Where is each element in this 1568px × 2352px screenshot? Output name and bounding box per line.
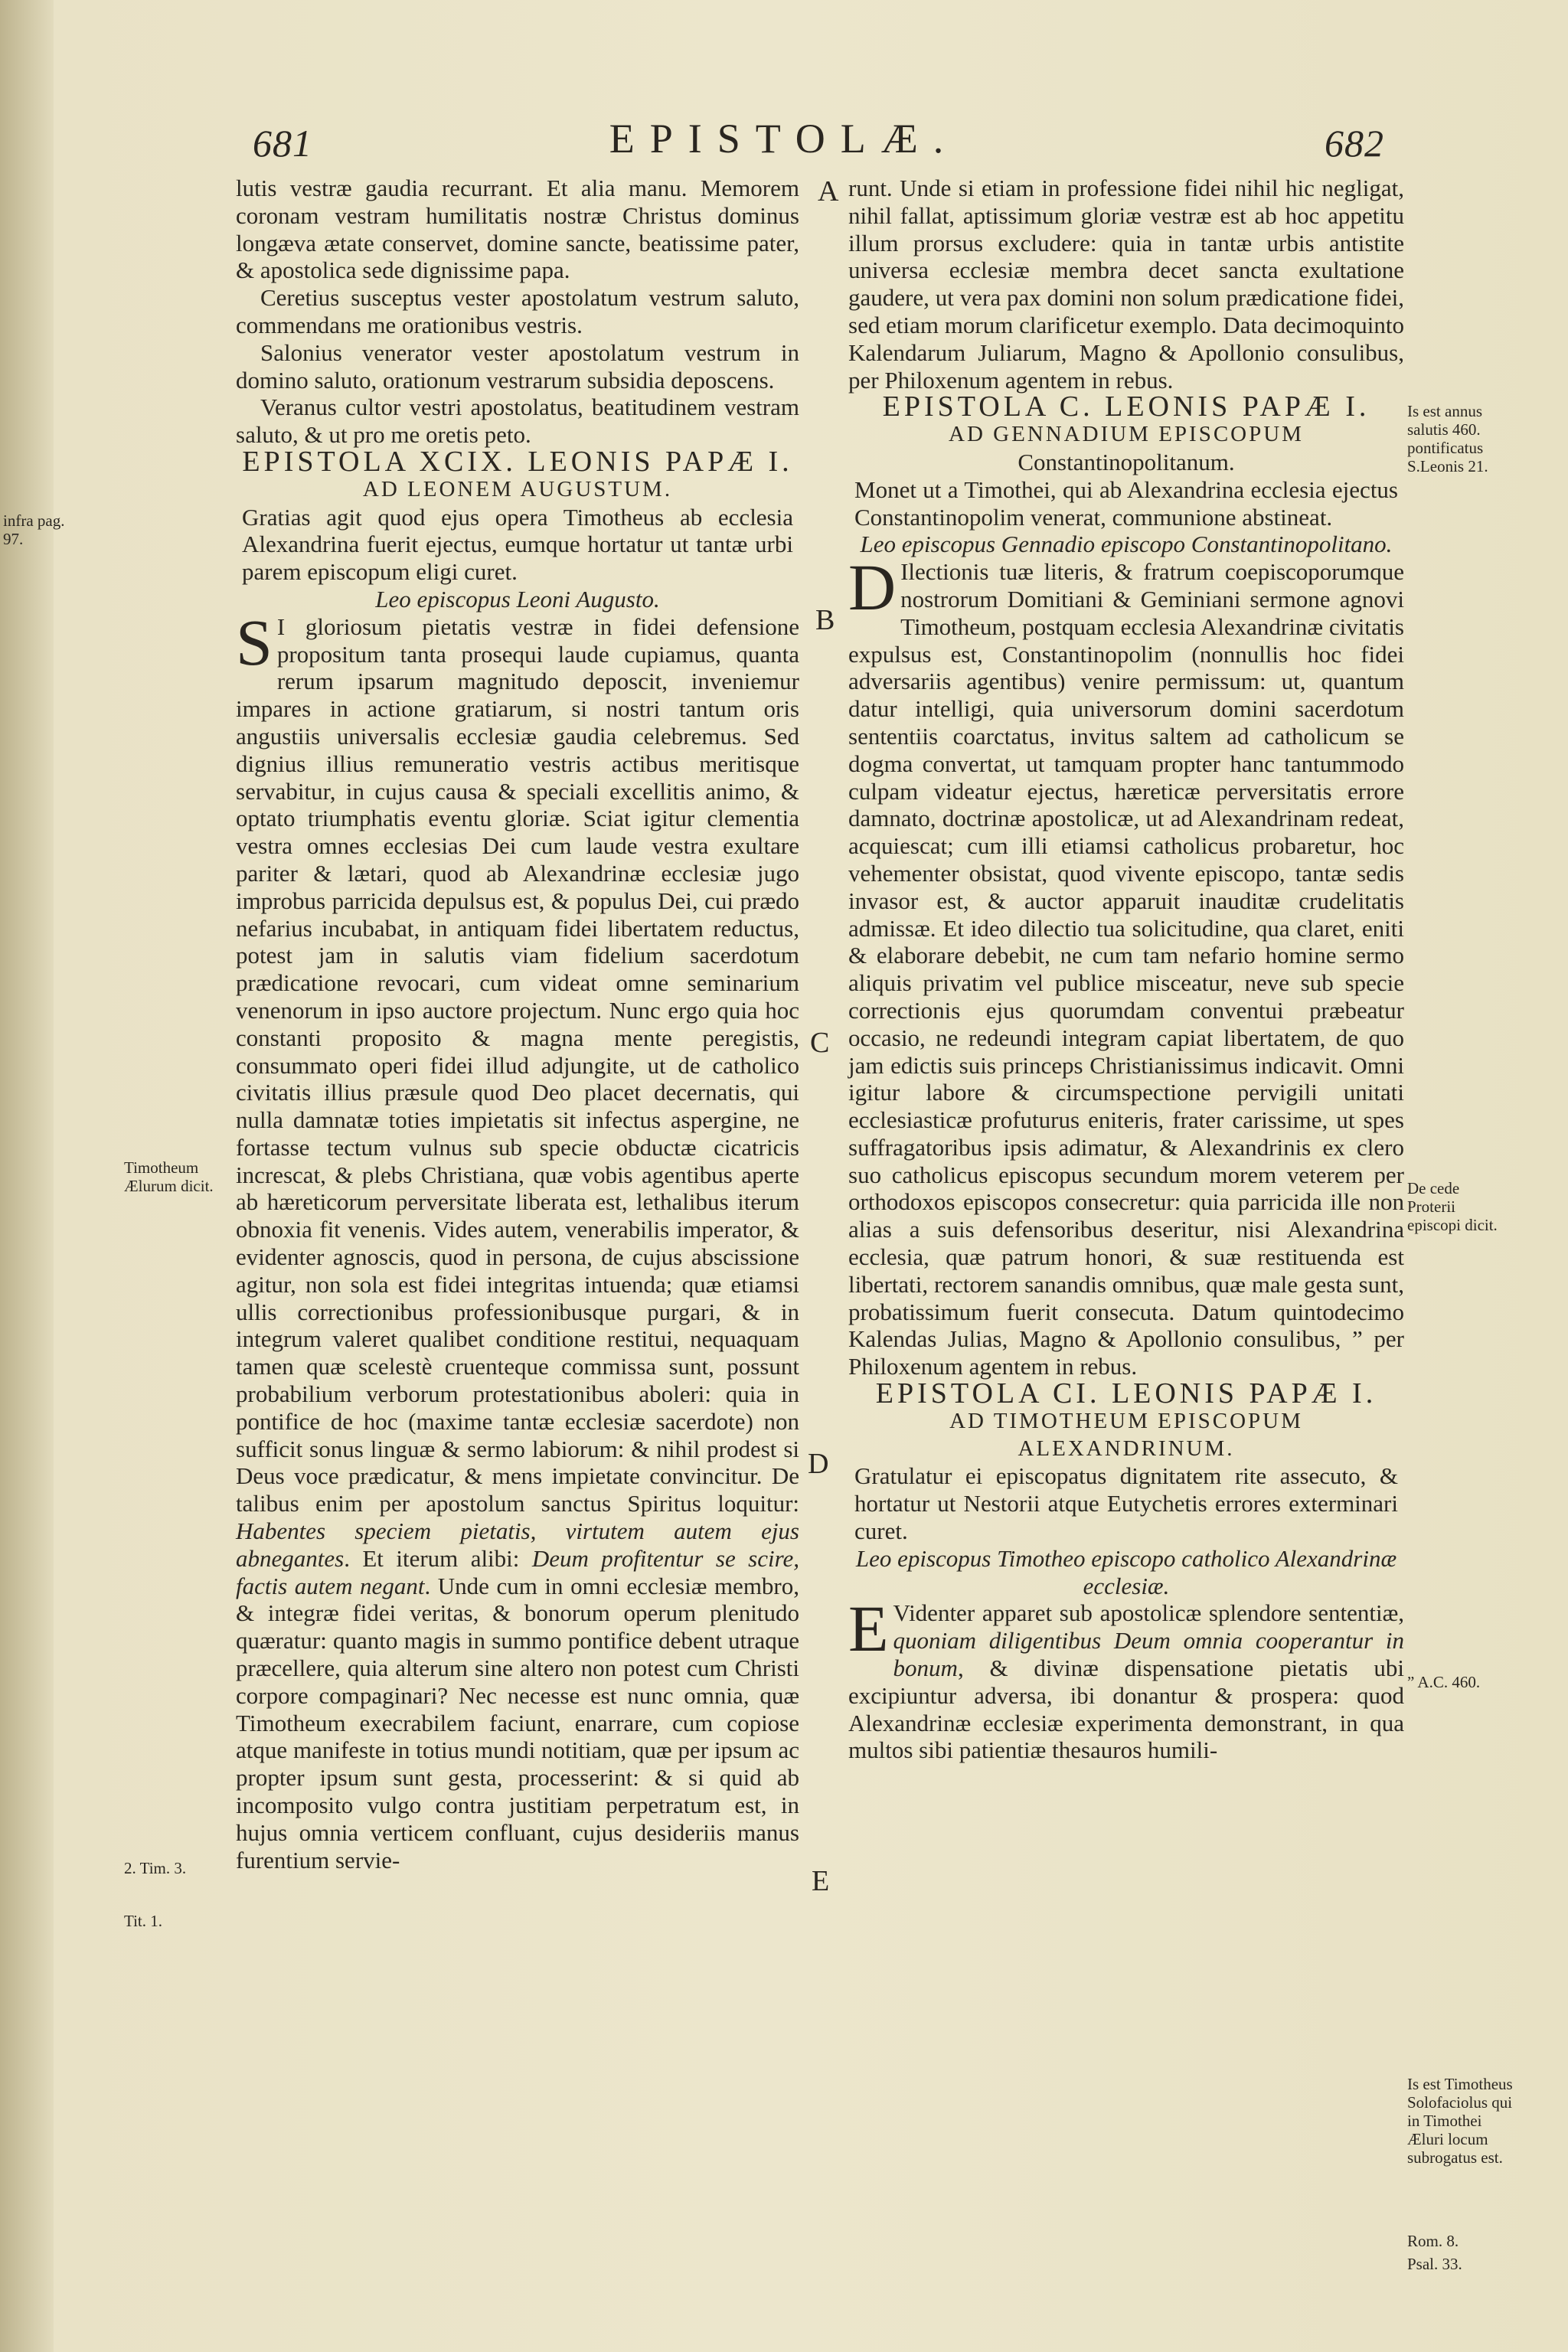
body-text: Ilectionis tuæ literis, & fratrum coepiscoporumque nostrorum Domitiani & Geminiani sermone agnovi Timotheum, postquam ecclesia Alexandrinæ civitatis expulsus est, Constantinopolim (nonnullis hoc fidei adversariis agentibus) venire permissum: ut, quantum datur intelligi, quia universorum domini sacerdotum sententiis coarctatus, invitus saltem ad catholicum se dogma convertat, ut tamquam propter hanc tantummodo culpam videatur ejectus, hæreticæ perversitatis errore damnato, doctrinæ apostolicæ, ut ad Alexandrinam redeat, acquiescat; cum illi etiamsi catholicus probaretur, hoc vehementer obsistat, quod vivente episcopo, tantæ sedis invasor est, & auctor apparuit inauditæ crudelitatis admissæ. Et ideo dilectio tua solicitudine, qua claret, eniti & elaborare debebit, ne cum tam nefario homine sermo aliquis privatim vel publice misceatur, neve sub specie correctionis ejus quorumdam conventui præbeatur occasio, ne redeundi integram capiat libertatem, de quo jam edictis suis princeps Christianissimus indicavit. Omni igitur labore & circumspectione pervigili unitati ecclesiasticæ profuturus eniteris, frater carissime, ut spes suffragatoribus ipsis adimatur, & Alexandrinis ex clero suo catholicus episcopus secundum morem veterem per orthodoxos episcopos consecretur: quia parricida ille non alias a suis defensoribus deseritur, nisi Alexandrina ecclesia, quæ patrum honori, & suæ restituenda est libertati, rectorem sanandis omnibus, quæ male gesta sunt, probatissimum fuerit consecuta. Datum quintodecimo Kalendas Julias, Magno & Apollonio consulibus, ” per Philoxenum agentem in rebus. (848, 558, 1404, 1380)
epistle-99-body (236, 605, 800, 1874)
margin-note-infra-pag: infra pag. 97. (3, 511, 65, 548)
margin-letter-b: B (815, 604, 835, 636)
margin-note-tim-ref: 2. Tim. 3. (124, 1859, 187, 1877)
epistle-99-title: EPISTOLA XCIX. LEONIS PAPÆ I. (242, 445, 793, 478)
scripture-quote: Deum profitentur se scire, factis autem negant (236, 1544, 799, 1599)
epistle-100-body (848, 550, 1404, 1380)
margin-letter-d: D (808, 1448, 829, 1480)
margin-note-timotheus-solofaciolus: Is est Timotheus Solofaciolus qui in Timothei Æluri locum subrogatus est. (1407, 2075, 1513, 2167)
margin-note-timotheum: Timotheum Ælurum dicit. (124, 1158, 214, 1195)
closing-ceretius: Ceretius susceptus vester apostolatum vestrum saluto, commendans me orationibus vestris. (236, 284, 799, 338)
margin-note-tit-ref: Tit. 1. (124, 1912, 163, 1930)
drop-cap: D (848, 550, 897, 625)
margin-letter-a: A (818, 175, 839, 207)
page-number-left: 681 (253, 122, 312, 165)
page-gutter-shadow (0, 0, 54, 2352)
epistle-101-salutation: Leo episcopus Timotheo episcopo catholico Alexandrinæ ecclesiæ. (855, 1544, 1397, 1599)
epistle-101-summary: Gratulatur ei episcopatus dignitatem rite assecuto, & hortatur ut Nestorii atque Eutychetis errores exterminari curet. (854, 1462, 1398, 1545)
left-column (236, 175, 799, 1873)
epistle-100-title: EPISTOLA C. LEONIS PAPÆ I. (882, 390, 1370, 423)
closing-salonius: Salonius venerator vester apostolatum vestrum in domino saluto, orationum vestrarum subsidia deposcens. (236, 338, 799, 394)
margin-note-de-cede: De cede Proterii episcopi dicit. (1407, 1179, 1498, 1234)
running-title: EPISTOLÆ. (609, 116, 959, 162)
body-text: . Unde cum in omni ecclesiæ membro, & integræ fidei veritas, & bonorum operum plenitudo quæratur: quanto magis in summo pontifice debent utraque præcellere, quia alterum sine altero non potest cum Christi corpore compaginari? Nec necesse est nunc omnia, quæ Timotheum execrabilem faciunt, enarrare, cum copiose atque manifeste in totius mundi notitiam, quæ per ipsum ac propter ipsum sunt gesta, processerint: & si quid ab incomposito vulgo contra justitiam perpetratum est, in hujus omnia verticem confluant, cujus desideriis manus furentium servie- (236, 1572, 800, 1873)
scripture-quote: quoniam diligentibus Deum omnia cooperantur in bonum (893, 1627, 1404, 1682)
closing-veranus: Veranus cultor vestri apostolatus, beatitudinem vestram saluto, & ut pro me oretis peto. (236, 394, 799, 449)
margin-note-psal-ref: Psal. 33. (1407, 2255, 1462, 2273)
epistle-99-salutation: Leo episcopus Leoni Augusto. (375, 585, 660, 612)
drop-cap: E (848, 1592, 889, 1666)
margin-letter-c: C (810, 1027, 830, 1059)
epistle-99-summary: Gratias agit quod ejus opera Timotheus ab ecclesia Alexandrina fuerit ejectus, eumque hortatur ut tantæ urbi parem episcopum eligi curet. (242, 503, 793, 586)
epistle-100-addressee: AD GENNADIUM EPISCOPUM (949, 422, 1304, 447)
margin-note-annus-460: Is est annus salutis 460. pontificatus S.Leonis 21. (1407, 402, 1488, 475)
body-text: , & divinæ dispensatione pietatis ubi excipiuntur adversa, ibi donantur & prospera: quod Alexandrinæ ecclesiæ experimenta demonstrant, in qua multos sibi patientiæ thesauros humili- (848, 1655, 1404, 1764)
epistle-100-summary: Monet ut a Timothei, qui ab Alexandrina ecclesia ejectus Constantinopolim venerat, communione abstineat. (854, 475, 1398, 531)
epistle-99-addressee: AD LEONEM AUGUSTUM. (362, 476, 673, 501)
body-text: I gloriosum pietatis vestræ in fidei defensione propositum tanta prosequi laude cupiamus, quanta rerum ipsarum magnitudo deposcit, inveniemur impares in actione gratiarum, si nostri tantum oris angustiis universalis ecclesiæ gaudia celebremus. Sed dignius illius remuneratio vestris actibus meritisque servabitur, in cujus causa & speciali excellitis animo, & optato triumphatis eventu gloriæ. Sciat igitur clementia vestra omnes ecclesias Dei cum laude vestra exultare pariter & lætari, quod ab Alexandrinæ ecclesiæ jugo improbus parricida depulsus est, & populus Dei, cui prædo nefarius incubabat, in antiquam fidei libertatem reductus, potest jam in salutis viam fidelium sacerdotum prædicatione revocari, cum videat omne seminarium venenorum in ipso auctore projectum. Nunc ergo quia hoc constanti proposito & magna mente peregistis, consummato operi fidei illud adjungite, ut de catholico civitatis illius præsule quod Deo placet decernatis, qui nulla damnatæ toties impietatis sit infectus aspergine, ne fortasse tectum vulnus sub specie obductæ cicatricis increscat, & plebs Christiana, quæ vobis agentibus aperte ab hæreticorum perversitate liberata est, lethalibus iterum obnoxia fit venenis. Vides autem, venerabilis imperator, & evidenter agnoscis, quod in persona, de cujus abscissione agitur, non sola est fidei integritas intuenda; quæ etiamsi ullis correctionibus professionibusque purgari, & in integrum valeret qualibet conditione restitui, nequaquam tamen quæ scelestè cruenteque commissa sunt, possunt probabilium verborum protestationibus aboleri: quia in pontifice de hoc (maxime tantæ ecclesiæ sacerdote) non sufficit sonus linguæ & sermo labiorum: & nihil prodest si Deus voce prædicatur, & mens impietate convincitur. De talibus enim per apostolum sanctus Spiritus loquitur: (236, 612, 799, 1517)
continuation-text: lutis vestræ gaudia recurrant. Et alia manu. Memorem coronam vestram humilitatis nostræ Christus dominus longæva ætate conservet, domine sancte, beatissime pater, & apostolica sede dignissime papa. (236, 175, 799, 284)
scripture-quote: Habentes speciem pietatis, virtutem autem ejus abnegantes (236, 1517, 799, 1572)
body-text: Videnter apparet sub apostolicæ splendore sententiæ, (893, 1599, 1404, 1627)
epistle-100-addressee-city: Constantinopolitanum. (1018, 448, 1235, 475)
drop-cap: S (236, 605, 273, 679)
margin-note-rom-ref: Rom. 8. (1407, 2232, 1459, 2250)
body-text: . Et iterum alibi: (344, 1544, 532, 1572)
epistle-101-addressee: AD TIMOTHEUM EPISCOPUM ALEXANDRINUM. (949, 1408, 1303, 1461)
right-column (848, 175, 1404, 1764)
continuation-text: runt. Unde si etiam in professione fidei nihil hic negligat, nihil fallat, aptissimum gloriæ vestræ est ab hoc appetitu illum prorsus excludere: quia in tantæ urbis antistite universa ecclesiæ membra decet sancta exultatione gaudere, ut vera pax domini non solum prædicatione fidei, sed etiam morum clarificetur exemplo. Data decimoquinto Kalendarum Juliarum, Magno & Apollonio consulibus, per Philoxenum agentem in rebus. (848, 175, 1404, 394)
epistle-101-title: EPISTOLA CI. LEONIS PAPÆ I. (875, 1377, 1377, 1410)
epistle-100-salutation: Leo episcopus Gennadio episcopo Constantinopolitano. (860, 531, 1393, 558)
margin-note-ac-460: ” A.C. 460. (1407, 1673, 1481, 1691)
epistle-101-body (848, 1592, 1404, 1764)
margin-letter-e: E (812, 1865, 830, 1897)
page-number-right: 682 (1325, 122, 1384, 165)
